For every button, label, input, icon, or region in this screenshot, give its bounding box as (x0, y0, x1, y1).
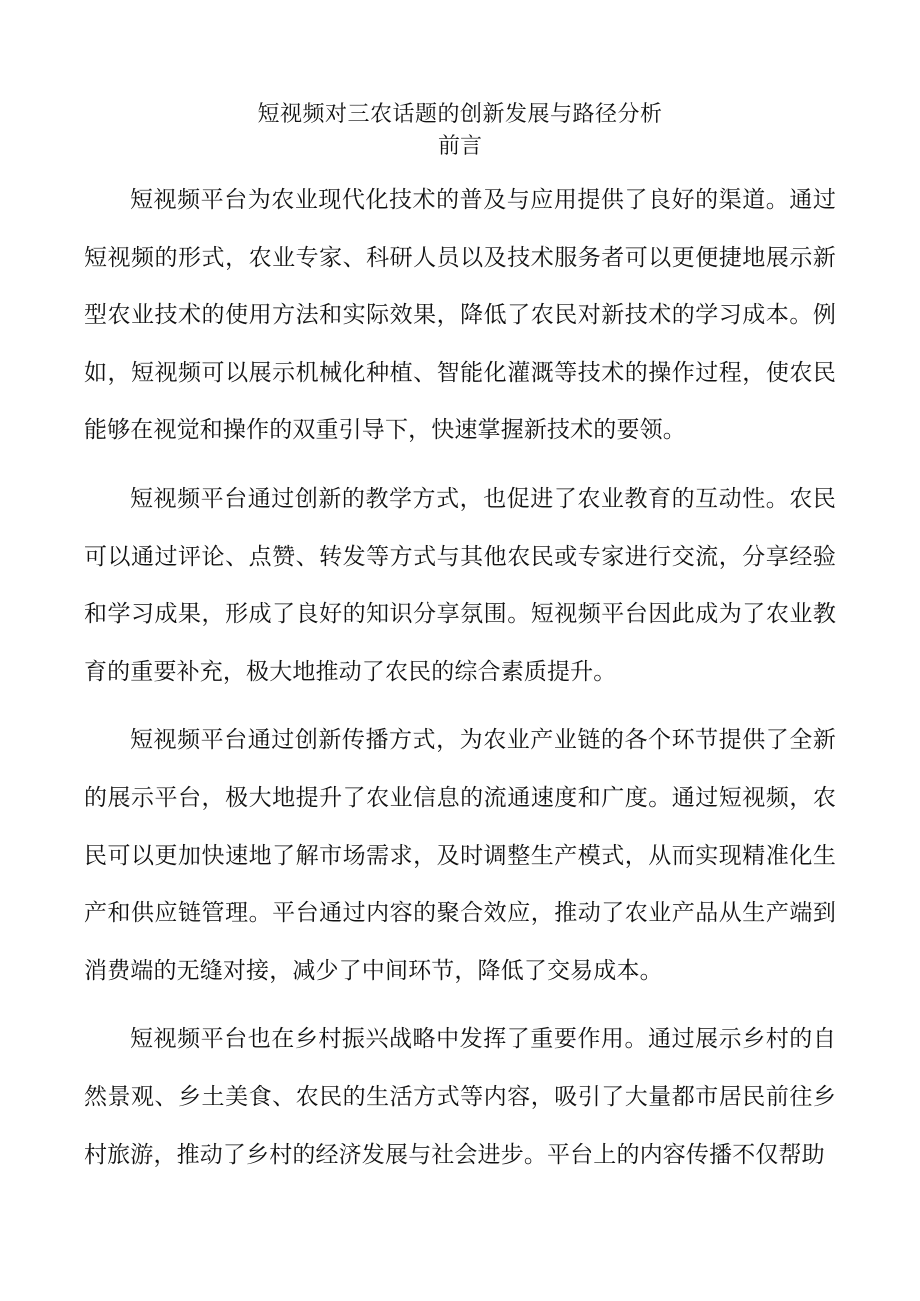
section-heading-preface: 前言 (437, 134, 482, 159)
paragraph-2: 短视频平台通过创新的教学方式，也促进了农业教育的互动性。农民可以通过评论、点赞、转发等方式与其他农民或专家进行交流，分享经验和学习成果，形成了良好的知识分享氛围。短视频平台因此成为了农业教育的重要补充，极大地推动了农民的综合素质提升。 (84, 485, 836, 685)
document-page (84, 98, 836, 1195)
paragraph-1: 短视频平台为农业现代化技术的普及与应用提供了良好的渠道。通过短视频的形式，农业专家、科研人员以及技术服务者可以更便捷地展示新型农业技术的使用方法和实际效果，降低了农民对新技术的学习成本。例如，短视频可以展示机械化种植、智能化灌溉等技术的操作过程，使农民能够在视觉和操作的双重引导下，快速掌握新技术的要领。 (84, 187, 836, 444)
paragraph-4: 短视频平台也在乡村振兴战略中发挥了重要作用。通过展示乡村的自然景观、乡土美食、农民的生活方式等内容，吸引了大量都市居民前往乡村旅游，推动了乡村的经济发展与社会进步。平台上的内容传播不仅帮助 (84, 1026, 836, 1168)
document-title: 短视频对三农话题的创新发展与路径分析 (257, 102, 663, 127)
paragraph-3: 短视频平台通过创新传播方式，为农业产业链的各个环节提供了全新的展示平台，极大地提升了农业信息的流通速度和广度。通过短视频，农民可以更加快速地了解市场需求，及时调整生产模式，从而实现精准化生产和供应链管理。平台通过内容的聚合效应，推动了农业产品从生产端到消费端的无缝对接，减少了中间环节，降低了交易成本。 (84, 727, 836, 984)
